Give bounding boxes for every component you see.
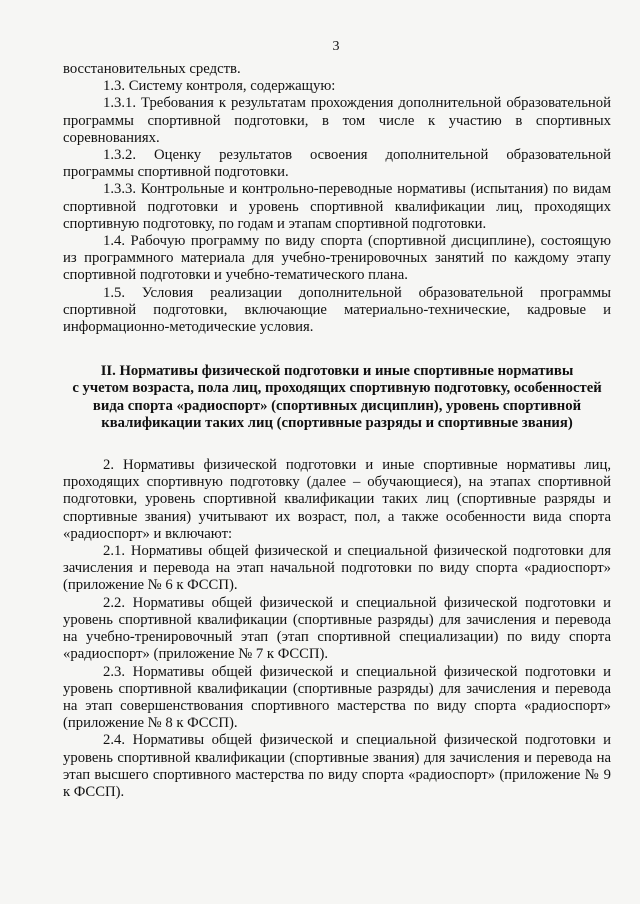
- paragraph-1-3-3: 1.3.3. Контрольные и контрольно-переводные нормативы (испытания) по видам спортивной подготовки и уровень спортивной квалификации лиц, проходящих спортивную подготовку, по годам и этапам спортивной подготовки.: [63, 181, 611, 232]
- section-heading-line: с учетом возраста, пола лиц, проходящих спортивную подготовку, особенностей: [72, 380, 602, 397]
- paragraphs-before-heading: [63, 61, 611, 336]
- paragraph-2: 2. Нормативы физической подготовки и иные спортивные нормативы лиц, проходящих спортивную подготовку (далее – обучающиеся), на этапах спортивной подготовки, уровень спортивной квалификации таких лиц (спортивные разряды и спортивные звания) учитывают их возраст, пол, а также особенности вида спорта «радиоспорт» и включают:: [63, 457, 611, 542]
- paragraph-1-3-1: 1.3.1. Требования к результатам прохождения дополнительной образовательной программы спортивной подготовки, в том числе к участию в спортивных соревнованиях.: [63, 95, 611, 146]
- paragraph-1-3-2: 1.3.2. Оценку результатов освоения дополнительной образовательной программы спортивной подготовки.: [63, 147, 611, 181]
- paragraph-continuation: восстановительных средств.: [63, 61, 241, 77]
- section-heading-line: квалификации таких лиц (спортивные разряды и спортивные звания): [101, 414, 573, 431]
- paragraph-2-4: 2.4. Нормативы общей физической и специальной физической подготовки и уровень спортивной квалификации (спортивные звания) для зачисления и перевода на этап высшего спортивного мастерства по виду спорта «радиоспорт» (приложение № 9 к ФССП).: [63, 732, 611, 800]
- section-heading-line: вида спорта «радиоспорт» (спортивных дисциплин), уровень спортивной: [92, 397, 582, 414]
- paragraph-2-1: 2.1. Нормативы общей физической и специальной физической подготовки для зачисления и перевода на этап начальной подготовки по виду спорта «радиоспорт» (приложение № 6 к ФССП).: [63, 543, 611, 594]
- paragraph-1-4: 1.4. Рабочую программу по виду спорта (спортивной дисциплине), состоящую из программного материала для учебно-тренировочных занятий по каждому этапу спортивной подготовки и учебно-тематического плана.: [63, 233, 611, 284]
- paragraphs-after-heading: [63, 457, 611, 801]
- document-body: [63, 61, 611, 801]
- section-heading: [63, 363, 611, 432]
- paragraph-2-3: 2.3. Нормативы общей физической и специальной физической подготовки и уровень спортивной квалификации (спортивные разряды) для зачисления и перевода на этап совершенствования спортивного мастерства по виду спорта «радиоспорт» (приложение № 8 к ФССП).: [63, 663, 611, 732]
- paragraph-1-3: 1.3. Систему контроля, содержащую:: [103, 78, 336, 95]
- paragraph-2-2: 2.2. Нормативы общей физической и специальной физической подготовки и уровень спортивной квалификации (спортивные разряды) для зачисления и перевода на учебно-тренировочный этап (этап спортивной специализации) по виду спорта «радиоспорт» (приложение № 7 к ФССП).: [63, 594, 611, 663]
- section-heading-line: II. Нормативы физической подготовки и иные спортивные нормативы: [100, 363, 574, 380]
- page-number: 3: [332, 39, 340, 54]
- paragraph-1-5: 1.5. Условия реализации дополнительной образовательной программы спортивной подготовки, включающие материально-технические, кадровые и информационно-методические условия.: [63, 284, 611, 336]
